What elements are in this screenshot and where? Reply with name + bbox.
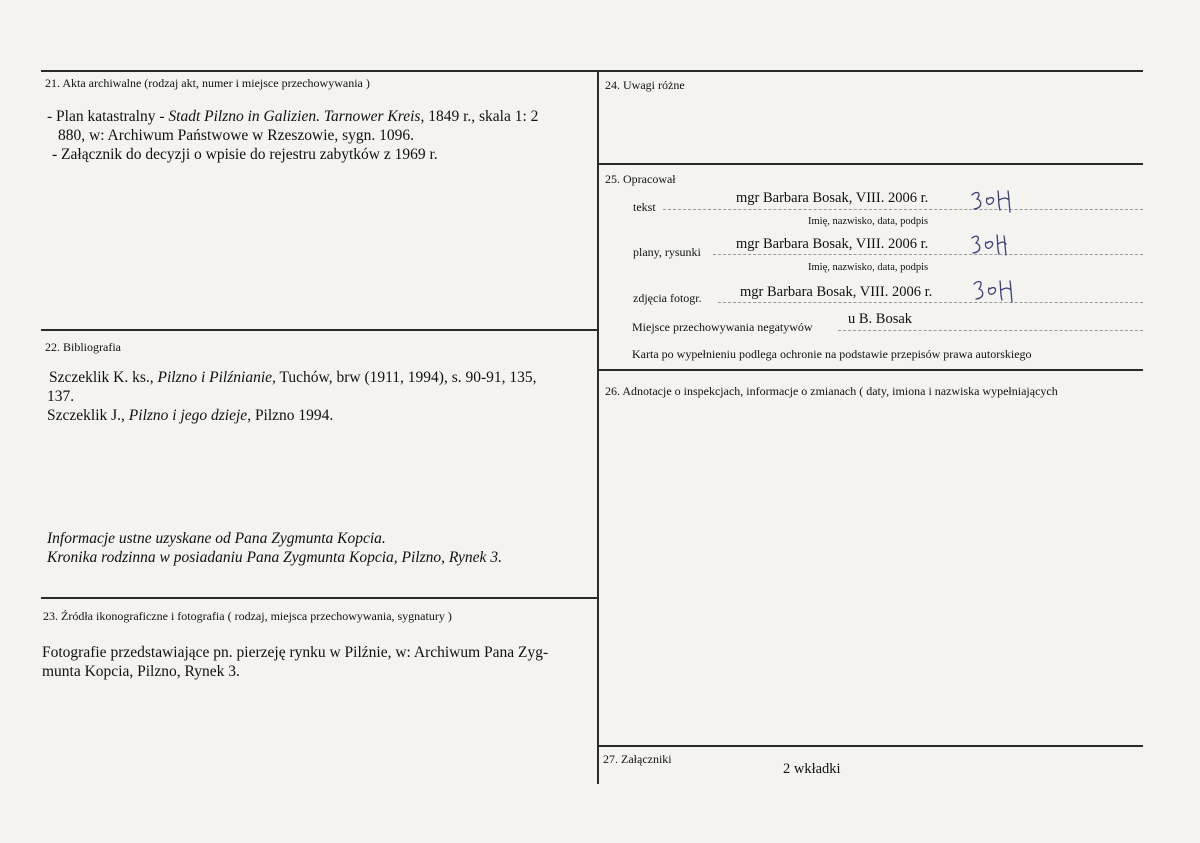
- top-rule: [41, 70, 1143, 72]
- section-21-line-2: 880, w: Archiwum Państwowe w Rzeszowie, sygn. 1096.: [58, 127, 415, 144]
- plany-line: [713, 254, 1143, 255]
- family-chronicle: [47, 548, 502, 567]
- miejsce-value: u B. Bosak: [848, 311, 913, 327]
- oral-information-text: Informacje ustne uzyskane od Pana Zygmunta Kopcia.: [47, 530, 386, 547]
- section-21-header: 21. Akta archiwalne (rodzaj akt, numer i miejsce przechowywania ): [45, 76, 370, 90]
- section-22-header: 22. Bibliografia: [45, 340, 121, 354]
- miejsce-line: [838, 330, 1143, 331]
- title-2: Pilzno i jego dzieje: [128, 407, 248, 424]
- section-21-line-3: - Załącznik do decyzji o wpisie do rejestru zabytków z 1969 r.: [52, 146, 438, 163]
- section-27-header: 27. Załączniki: [603, 752, 672, 766]
- signature-icon-3: [970, 277, 1016, 305]
- rule-22: [41, 329, 599, 331]
- bibliography-entry-2: [47, 406, 333, 425]
- plan-title: Stadt Pilzno in Galizien. Tarnower Kreis,: [168, 108, 425, 125]
- title-1: Pilzno i Pilźnianie,: [157, 369, 276, 386]
- tekst-value: mgr Barbara Bosak, VIII. 2006 r.: [736, 190, 929, 206]
- tekst-line: [663, 209, 1143, 210]
- author-1: Szczeklik K. ks.,: [49, 369, 158, 386]
- rule-27: [597, 745, 1143, 747]
- plany-label: plany, rysunki: [633, 245, 701, 259]
- bibliography-entry-1: [49, 368, 537, 387]
- section-24-header: 24. Uwagi różne: [605, 78, 685, 92]
- archive-item-plan: - Plan katastralny -: [47, 108, 169, 125]
- bibliography-entry-1-cont: 137.: [47, 388, 75, 405]
- family-chronicle-text: Kronika rodzinna w posiadaniu Pana Zygmunta Kopcia, Pilzno, Rynek 3.: [47, 549, 502, 566]
- plan-scale: 1849 r., skala 1: 2: [424, 108, 539, 125]
- zdjecia-value: mgr Barbara Bosak, VIII. 2006 r.: [740, 284, 933, 300]
- section-23-header: 23. Źródła ikonograficzne i fotografia ( rodzaj, miejsca przechowywania, sygnatury ): [43, 609, 452, 623]
- section-26-header: 26. Adnotacje o inspekcjach, informacje o zmianach ( daty, imiona i nazwiska wypełniających: [605, 384, 1058, 398]
- author-2: Szczeklik J.,: [47, 407, 129, 424]
- copyright-note: Karta po wypełnieniu podlega ochronie na podstawie przepisów prawa autorskiego: [632, 347, 1032, 361]
- center-divider: [597, 70, 599, 784]
- zdjecia-line: [718, 302, 1143, 303]
- zdjecia-label: zdjęcia fotogr.: [633, 291, 702, 305]
- section-21-line-1: [47, 107, 538, 126]
- miejsce-label: Miejsce przechowywania negatywów: [632, 320, 813, 334]
- signature-icon: [968, 188, 1012, 214]
- section-23-line-2: munta Kopcia, Pilzno, Rynek 3.: [42, 663, 240, 680]
- section-23-line-1: Fotografie przedstawiające pn. pierzeję rynku w Pilźnie, w: Archiwum Pana Zyg-: [42, 644, 549, 661]
- signature-icon-2: [968, 232, 1008, 258]
- caption-1: Imię, nazwisko, data, podpis: [808, 216, 929, 227]
- rule-26: [597, 369, 1143, 371]
- details-2: , Pilzno 1994.: [247, 407, 334, 424]
- plany-value: mgr Barbara Bosak, VIII. 2006 r.: [736, 236, 929, 252]
- details-1: Tuchów, brw (1911, 1994), s. 90-91, 135,: [275, 369, 537, 386]
- attachments-value: 2 wkładki: [783, 761, 841, 777]
- caption-2: Imię, nazwisko, data, podpis: [808, 262, 929, 273]
- rule-25: [597, 163, 1143, 165]
- tekst-label: tekst: [633, 200, 656, 214]
- rule-23: [41, 597, 599, 599]
- section-25-header: 25. Opracował: [605, 172, 676, 186]
- oral-information: [47, 529, 386, 548]
